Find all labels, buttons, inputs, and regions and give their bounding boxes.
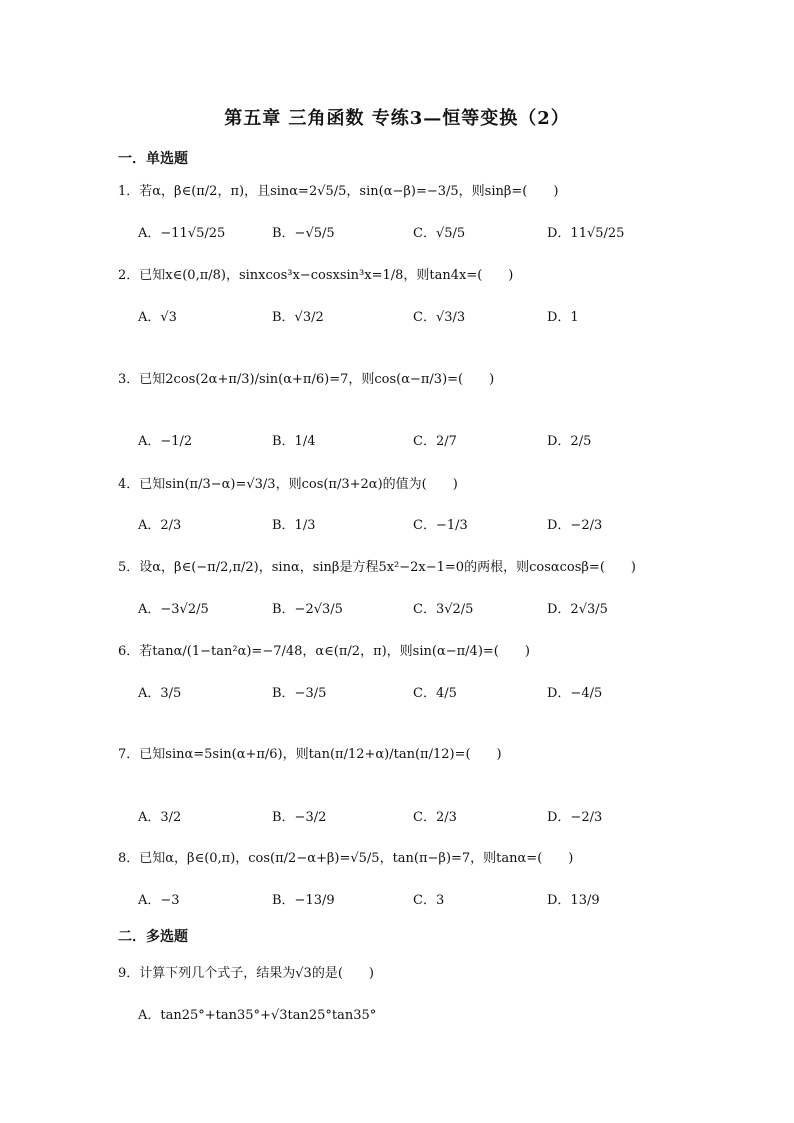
q4-option-c[interactable]: C．−1/3 bbox=[413, 518, 468, 533]
q1-option-d[interactable]: D．11√5/25 bbox=[547, 226, 625, 241]
question-1 bbox=[118, 180, 558, 199]
q5-option-b[interactable]: B．−2√3/5 bbox=[272, 602, 343, 617]
q7-option-c[interactable]: C．2/3 bbox=[413, 810, 457, 825]
q3-option-c[interactable]: C．2/7 bbox=[413, 434, 457, 449]
q1-option-c[interactable]: C．√5/5 bbox=[413, 226, 466, 241]
question-5-text: 5．设α，β∈(−π/2,π/2)，sinα，sinβ是方程5x²−2x−1=0的两根，则cosαcosβ=( ) bbox=[118, 560, 636, 575]
q4-option-d[interactable]: D．−2/3 bbox=[547, 518, 603, 533]
question-8 bbox=[118, 847, 573, 866]
q4-option-a[interactable]: A．2/3 bbox=[138, 518, 182, 533]
q6-option-d[interactable]: D．−4/5 bbox=[547, 686, 603, 701]
q8-option-c[interactable]: C．3 bbox=[413, 893, 445, 908]
q7-option-a[interactable]: A．3/2 bbox=[138, 810, 182, 825]
q2-option-d[interactable]: D．1 bbox=[547, 310, 579, 325]
q6-option-b[interactable]: B．−3/5 bbox=[272, 686, 327, 701]
question-4-text: 4．已知sin(π/3−α)=√3/3，则cos(π/3+2α)的值为( ) bbox=[118, 477, 458, 492]
question-3 bbox=[118, 368, 494, 387]
question-6-text: 6．若tanα/(1−tan²α)=−7/48，α∈(π/2，π)，则sin(α−π/4)=( ) bbox=[118, 644, 530, 659]
q5-option-d[interactable]: D．2√3/5 bbox=[547, 602, 608, 617]
q3-option-b[interactable]: B．1/4 bbox=[272, 434, 316, 449]
question-9-text: 9．计算下列几个式子，结果为√3的是( ) bbox=[118, 966, 374, 981]
q8-option-a[interactable]: A．−3 bbox=[138, 893, 180, 908]
question-6 bbox=[118, 640, 530, 659]
q1-option-a[interactable]: A．−11√5/25 bbox=[138, 226, 226, 241]
q5-option-c[interactable]: C．3√2/5 bbox=[413, 602, 474, 617]
question-5 bbox=[118, 556, 636, 575]
question-4 bbox=[118, 473, 458, 492]
q9-option-a[interactable]: A．tan25°+tan35°+√3tan25°tan35° bbox=[138, 1008, 377, 1023]
question-7 bbox=[118, 743, 502, 762]
question-8-text: 8．已知α，β∈(0,π)，cos(π/2−α+β)=√5/5，tan(π−β)=7，则tanα=( ) bbox=[118, 851, 574, 866]
q7-option-d[interactable]: D．−2/3 bbox=[547, 810, 603, 825]
q8-option-b[interactable]: B．−13/9 bbox=[272, 893, 335, 908]
q2-option-a[interactable]: A．√3 bbox=[138, 310, 177, 325]
q6-option-c[interactable]: C．4/5 bbox=[413, 686, 457, 701]
q7-option-b[interactable]: B．−3/2 bbox=[272, 810, 327, 825]
q4-option-b[interactable]: B．1/3 bbox=[272, 518, 316, 533]
question-1-text: 1．若α，β∈(π/2，π)，且sinα=2√5/5，sin(α−β)=−3/5，则sinβ=( ) bbox=[118, 184, 559, 199]
q2-option-b[interactable]: B．√3/2 bbox=[272, 310, 324, 325]
q3-option-a[interactable]: A．−1/2 bbox=[138, 434, 193, 449]
q8-option-d[interactable]: D．13/9 bbox=[547, 893, 600, 908]
q6-option-a[interactable]: A．3/5 bbox=[138, 686, 182, 701]
section-multiple-choice: 二．多选题 bbox=[118, 929, 188, 945]
q2-option-c[interactable]: C．√3/3 bbox=[413, 310, 466, 325]
question-9 bbox=[118, 962, 374, 981]
q1-option-b[interactable]: B．−√5/5 bbox=[272, 226, 335, 241]
question-3-text: 3．已知2cos(2α+π/3)/sin(α+π/6)=7，则cos(α−π/3)=( ) bbox=[118, 372, 495, 387]
q3-option-d[interactable]: D．2/5 bbox=[547, 434, 592, 449]
page-title: 第五章 三角函数 专练3—恒等变换（2） bbox=[224, 108, 570, 129]
q5-option-a[interactable]: A．−3√2/5 bbox=[138, 602, 209, 617]
question-2-text: 2．已知x∈(0,π/8)，sinxcos³x−cosxsin³x=1/8，则tan4x=( ) bbox=[118, 268, 514, 283]
question-2 bbox=[118, 264, 513, 283]
question-7-text: 7．已知sinα=5sin(α+π/6)，则tan(π/12+α)/tan(π/12)=( ) bbox=[118, 747, 502, 762]
section-single-choice: 一．单选题 bbox=[118, 151, 188, 167]
